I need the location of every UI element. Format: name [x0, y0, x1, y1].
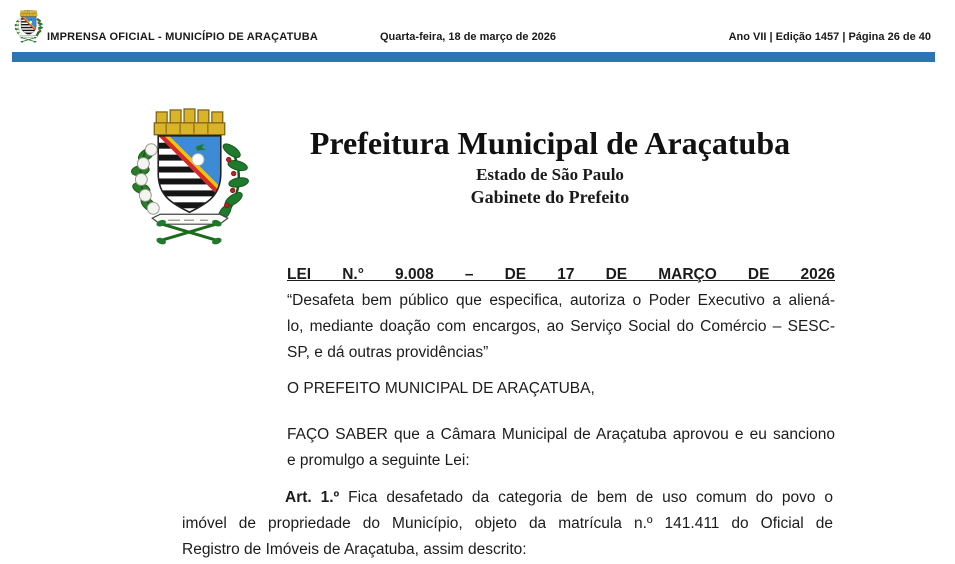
- article-1-line: Registro de Imóveis de Araçatuba, assim descrito:: [182, 541, 527, 558]
- masthead-date: Quarta-feira, 18 de março de 2026: [379, 31, 557, 43]
- letterhead-office: Gabinete do Prefeito: [470, 187, 630, 207]
- law-opening: O PREFEITO MUNICIPAL DE ARAÇATUBA,: [287, 380, 595, 397]
- law-summary: [287, 288, 835, 366]
- article-1-text: Fica desafetado da categoria de bem de uso comum do povo o: [348, 489, 834, 506]
- article-1: [182, 485, 833, 563]
- letterhead-title: Prefeitura Municipal de Araçatuba: [309, 125, 791, 161]
- article-1-line: [182, 485, 833, 511]
- municipal-crest-icon: [13, 6, 44, 46]
- article-1-line: imóvel de propriedade do Município, objeto da matrícula n.º 141.411 do Oficial de: [182, 515, 833, 532]
- municipal-coat-of-arms: [122, 103, 256, 247]
- law-body: [287, 262, 835, 474]
- masthead-edition-info: Ano VII | Edição 1457 | Página 26 de 40: [728, 31, 931, 43]
- letterhead: [240, 124, 860, 209]
- law-summary-line: SP, e dá outras providências”: [287, 344, 489, 361]
- law-enactment: [287, 422, 835, 474]
- masthead-brand: IMPRENSA OFICIAL - MUNICÍPIO DE ARAÇATUBA: [47, 31, 318, 43]
- law-heading: LEI N.° 9.008 – DE 17 DE MARÇO DE 2026: [287, 266, 835, 283]
- law-enactment-line: FAÇO SABER que a Câmara Municipal de Araçatuba aprovou e eu sanciono: [287, 426, 835, 443]
- article-1-label: Art. 1.º: [285, 489, 340, 506]
- masthead-divider-bar: [12, 52, 935, 62]
- law-enactment-line: e promulgo a seguinte Lei:: [287, 452, 470, 469]
- law-summary-line: “Desafeta bem público que especifica, autoriza o Poder Executivo a aliená-: [287, 292, 835, 309]
- law-summary-line: lo, mediante doação com encargos, ao Serviço Social do Comércio – SESC-: [287, 318, 835, 335]
- letterhead-state: Estado de São Paulo: [476, 165, 624, 184]
